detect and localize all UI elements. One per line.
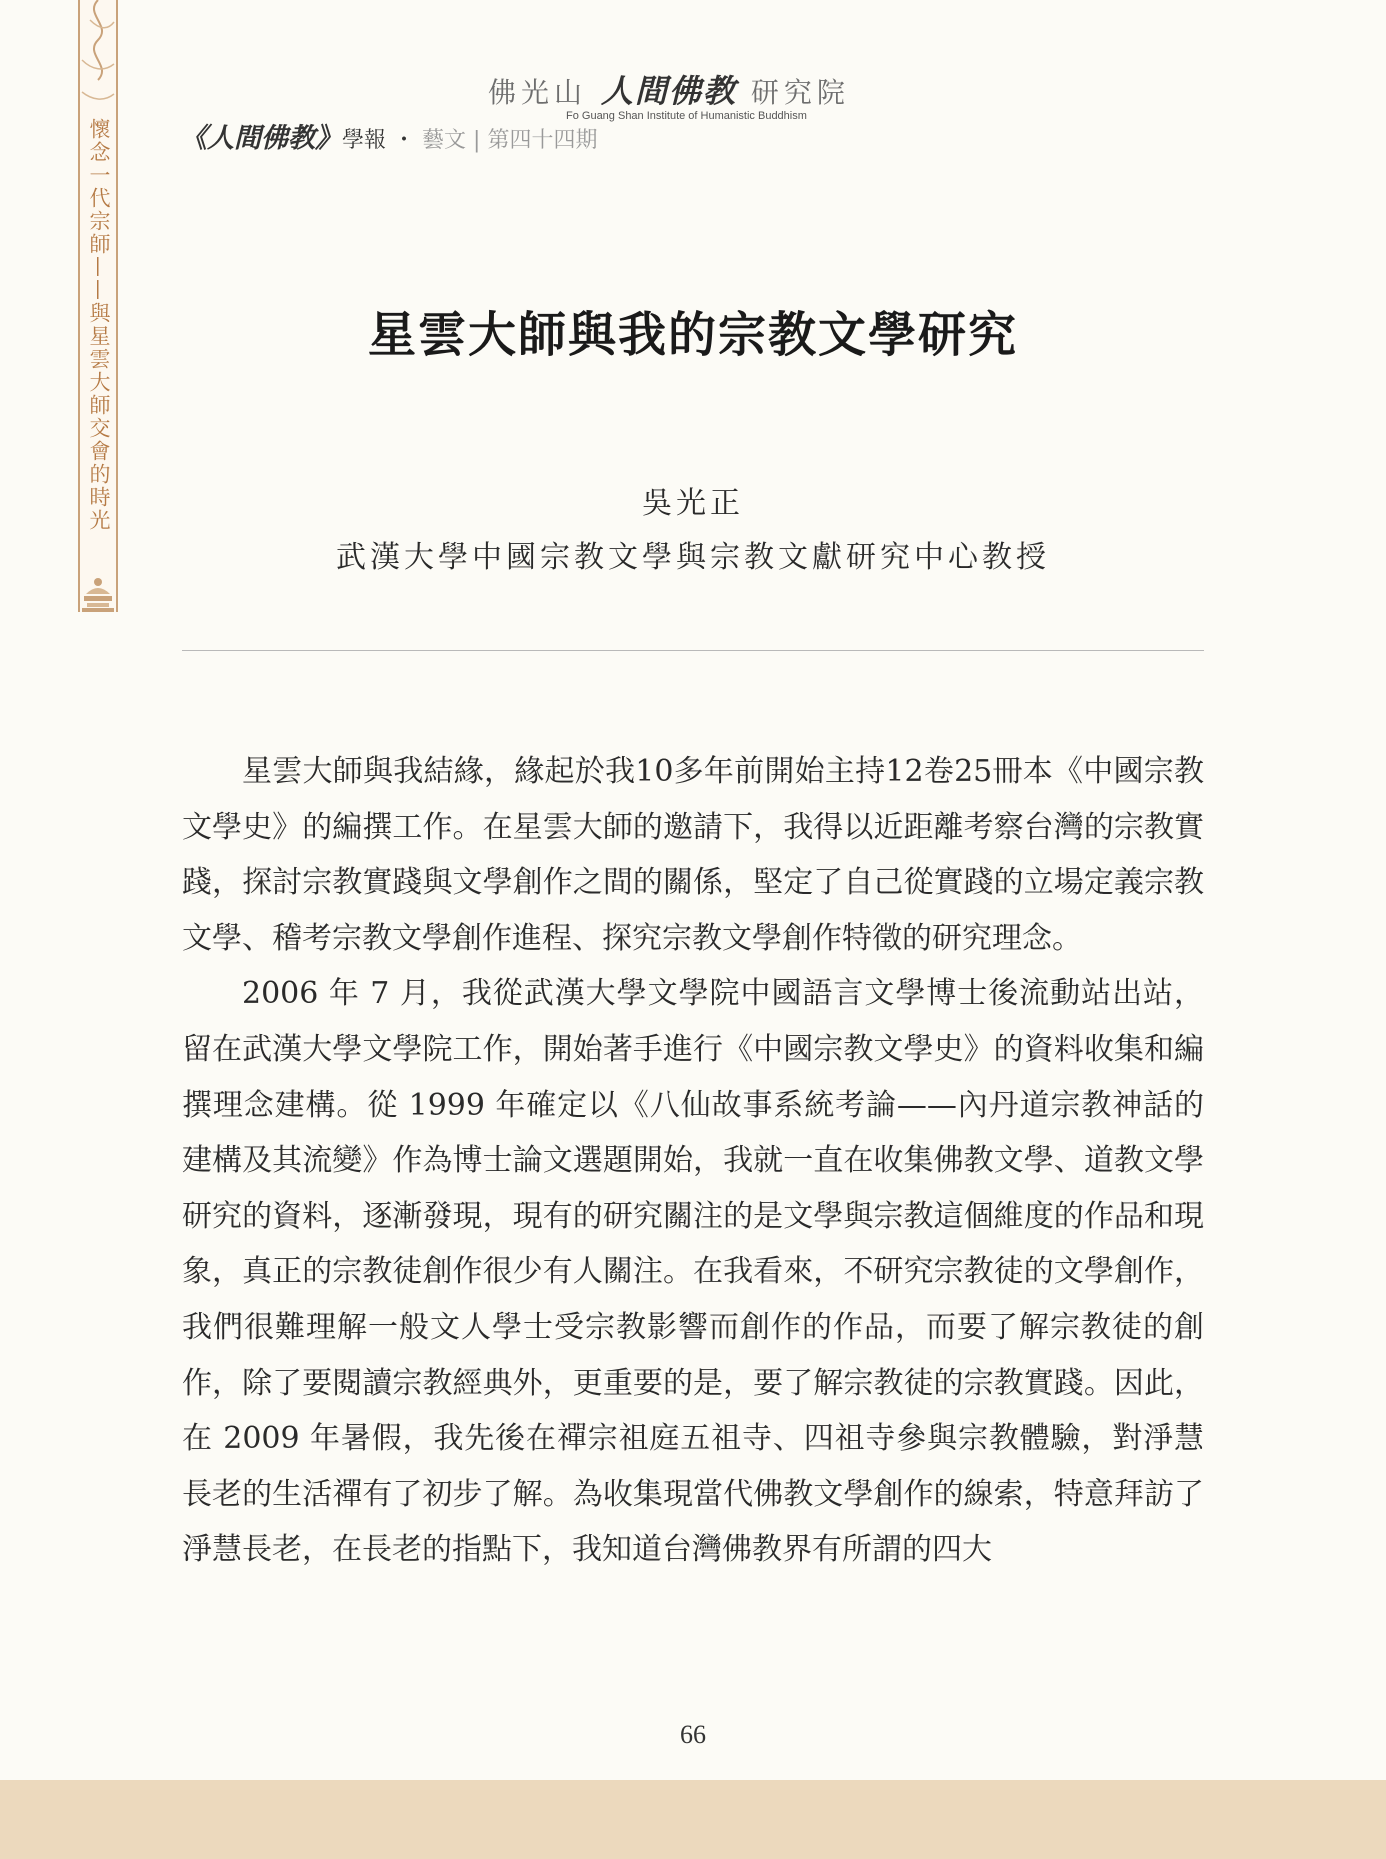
article-title: 星雲大師與我的宗教文學研究: [367, 307, 1018, 363]
institute-english-name: Fo Guang Shan Institute of Humanistic Buddhism: [566, 110, 807, 122]
side-tab-text: 懷念一代宗師——與星雲大師交會的時光: [87, 118, 111, 532]
institute-name: [488, 66, 908, 112]
institute-prefix: 佛光山: [488, 76, 588, 109]
institute-script-logo: 人間佛教: [600, 72, 737, 110]
separator-dot: ・: [393, 128, 416, 153]
section-label: 藝文: [422, 128, 467, 153]
divider: [182, 650, 1204, 651]
article-author: 吳光正: [642, 486, 744, 521]
article-body: [182, 744, 1204, 1578]
paragraph: 2006 年 7 月，我從武漢大學文學院中國語言文學博士後流動站出站，留在武漢大學文學院工作，開始著手進行《中國宗教文學史》的資料收集和編撰理念建構。從 1999 年確定以《八仙故事系統考論——內丹道宗教神話的建構及其流變》作為博士論文選題開始，我就一直在收集佛教文學、道教文學研究的資料，逐漸發現，現有的研究關注的是文學與宗教這個維度的作品和現象，真正的宗教徒創作很少有人關注。在我看來，不研究宗教徒的文學創作，我們很難理解一般文人學士受宗教影響而創作的作品，而要了解宗教徒的創作，除了要閱讀宗教經典外，更重要的是，要了解宗教徒的宗教實踐。因此，在 2009 年暑假，我先後在禪宗祖庭五祖寺、四祖寺參與宗教體驗，對淨慧長老的生活禪有了初步了解。為收集現當代佛教文學創作的線索，特意拜訪了淨慧長老，在長老的指點下，我知道台灣佛教界有所謂的四大: [182, 976, 1204, 1568]
stupa-ornament-icon: [80, 572, 116, 612]
journal-close-bracket: 》: [315, 123, 342, 154]
footer-band: [0, 1780, 1386, 1859]
journal-open-bracket: 《: [180, 123, 207, 154]
issue-label: 第四十四期: [487, 128, 598, 153]
author-affiliation: 武漢大學中國宗教文學與宗教文獻研究中心教授: [336, 540, 1050, 575]
page-number: 66: [680, 1720, 706, 1749]
separator-bar: |: [473, 128, 481, 153]
journal-suffix: 學報: [342, 128, 387, 153]
journal-name: 人間佛教: [207, 123, 315, 154]
institute-suffix: 研究院: [750, 76, 850, 109]
wave-ornament-icon: [80, 0, 116, 110]
paragraph: 星雲大師與我結緣，緣起於我10多年前開始主持12卷25冊本《中國宗教文學史》的編撰工作。在星雲大師的邀請下，我得以近距離考察台灣的宗教實踐，探討宗教實踐與文學創作之間的關係，堅定了自己從實踐的立場定義宗教文學、稽考宗教文學創作進程、探究宗教文學創作特徵的研究理念。: [182, 754, 1204, 956]
journal-running-head: [180, 116, 597, 155]
